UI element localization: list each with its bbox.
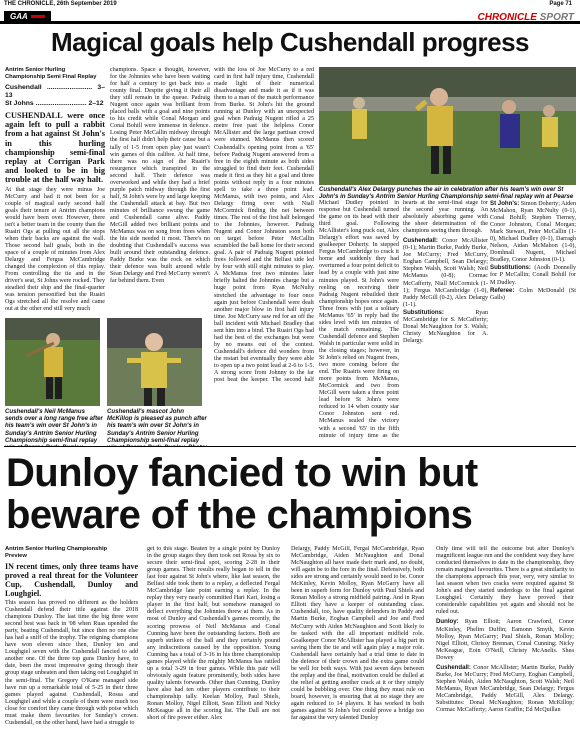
section-bar [0,10,580,24]
article1-col-3 [214,67,314,383]
article2-col-1 [5,546,138,736]
team-cushendall: Cushendall: Conor McAllister (0-1); Martin Burke, Paddy Burke, Joe McCurry; Fred McCurry, Eoghan Campbell, Sean Delargy; Stephen Walsh, Scott Walsh; Neil McManus (0-8); Cormac McCafferty, Niall McCormick (1-1); Fergus McCambridge (1-0), Paddy McGill (0-2), Alex Delargy (1-1). [403,237,488,308]
caption-john-mckillop: Cushendall's mascot John McKillop is pleased as punch after his team's win over St John's in Sunday's Antrim Senior Hurling Championship semi-final replay [107,408,207,444]
score-cushendall: Cushendall ........................ 3–13 [5,84,105,99]
article2-body-3: Delargy, Paddy McGill, Fergal McCambridge, Ryan McCambridge, Aiden McNaughton and Donal McNaughton all have made their mark and, no doubt, will again be to the fore in the final. Defensively, both sides are strong and certainly would need to be. Conor McKinley, Kevin Molloy, Ryan McGarry have all been in superb form for Dunloy with Paul Shiels and Ronan Molloy a strong midfield pairing. And in Ryan Elliott they have a keeper of outstanding class. Cushendall, too, have quality defenders in Paddy and Martin Burke, Eoghan Campbell and Joe and Fred McCurry with Aiden McNaughton and Scott likely to be tasked with the all important midfield role. Goalkeeper Conor McAllister has played a big part in saving them the tie and will again play a major role. Cushendall have certainly had a trial time to date in the defence of their crown and the extra game could be well for both ways. With just seven days between the replay and the final, motivation could be dulled at the relief at getting another crack at it or they simply could be bubbling over. One thing they must rule on board, however, is ensuring that at no stage they are again reduced to 14 players. It has worked in both games against St John's but could prove a bridge too far against the very talented Dunloy [291,546,424,722]
article1-body-1: At that stage they were minus Joe McCurry and had it not been for a couple of magical early second half goals their tenure at Antrim champions would have been over. However, there isn't a better team in the county than the Ruairi Ogs at pulling out all the stops when their backs are against the wall. Those second half goals, both in the space of a couple of minutes from Alex Delargy and Fergus McCambridge changed the complexion of this replay. From controlling the tie and in the driver's seat, St Johns were rocked. They steadied their ship and the final-quarter was tension personified but the Ruairi Ogs stretched all the resolve and came out at the other end still very much [5,186,105,313]
main-photo [319,67,576,185]
article1-body-5: hearts at the semi-final stage for the second year running. An absolutely absorbing game with the sheer determination of the champions seeing them through. [403,200,488,235]
caption-neil-mcmanus: Cushendall's Neil McManus sends over a long range free after his team's win over St John's in Sunday's Antrim Senior Hurling Championship semi-final replay [5,408,103,444]
preview-team-dunloy: Dunloy: Ryan Elliott; Aaron Crawford, Conor McKinley, Phelim Duffin; Eamonn Smyth, Kevin Molloy, Ryan McGarry; Paul Shiels, Ronan Molloy; Nigel Elliott, Chrissy Brennan, Conal Cunning; Nicky McKeague, Eoin O'Neill, Christy McAnelis. Shea Dowey [436,618,574,661]
gaa-logo: GAA [4,11,51,23]
article2-kicker: Antrim Senior Hurling Championship Preview [5,546,108,559]
masthead [0,0,580,10]
article-divider [4,446,576,447]
article1-body-4: Michael Dudley pointed in response but Cushendall turned the game on its head with their third goal. Following McAllister's long puck out, Alex Delargy's effort was saved by goalkeeper Doherty. In stepped Fergus McCambridge to crack it home and suddenly they had overturned a four point deficit to lead by a couple with just nine minutes played. St John's were reeling on receiving their Padraig Nugent rebuilded their championship hopes once again. Three frees with just a solitary McManus '65' in reply had the sides level with ten minutes of the match remaining. The Cushendall defence and Stephen Walsh in particular were solid in the closing stages; however, in St John's relied on Nugent frees, two more coming before the end. The Ruairis were firing on more points from McManus, McCormick and two from McGill were taken a three point lead before St John's were reduced to 14 when county star Conor Johnston sent red. McManus sealed the victory with a second '65' in the fifth minute of injury time as the [319,200,399,439]
article2-intro: IN recent times, only three teams have proved a real threat for the Volunteer Cup, Cushendall, Dunloy and Loughgiel. [5,562,138,598]
article2-body-2: get to this stage. Beaten by a single point by Dunloy in the group stages they then took out Rossa by six to secure their semi-final spot, scoring 2-28 in their group games. Their results really began to tell in the last four against St John's where, like last season, the Belfast side took them to a replay, a deflected Fergal McCambridge late point earning a replay. In the replay they very nearly committed Hari Kari, losing a player in the first half, but somehow managed to deflect everything the Johnnies threw at them. As in most of Dunloy and Cushendall's games recently, the scoring prowess of Neil McManus and Conal Cunning have been the outstanding factors. Both are superb strikers of the ball and they certainly pound any indiscretions caused by the opposition. Young Cunning has a total of 3-16 in his three championship games played while the mighty McManus has rattled up a total 3-29 in four games. While this pair will obviously again feature prominently, both sides have quality talents forwards. Other than Cunning, Dunloy have also had ten other players contribute to their championship tally. Keelan Molloy, Paul Shiels, Ronan Molloy, Nigel Elliott, Sean Elliott and Nicky McKeague all in the scoring list. The Dall are not short of fire power either. Alex [147,546,280,722]
article1-body-3: with the loss of Joe McCurry to a red card in first half injury time, Cushendall made light of their numerical disadvantage and made it as if it was them to a man of the match performance from Burke. St John's hit the ground running at Dunloy with an unexpected goal when Padraig Nugent rifled a 25 metre free past the helpless Conor McAllister and the large partisan crowd were stunned. McManus then scored Cushendall's opening point from a '65' before Padraig Nugent answered from a free in the eighth minute as both sides struggled to find their feet. Cushendall made it first as they hit a goal and three points without reply in a four minutes spell to take a three point lead. McManus, with two points, and Alex Delargy firing over with Niall McCormick finding the net between times. The rest of the first half belonged to the Johnnies, however. Padraig Nugent and Conor Johnston soon both on target before Peter McCallin scrambled the ball home for their second goal. A pair of Padraig Nugent pointed frees followed and the Belfast side led by four with still eight minutes to play. A McManus free two minutes later briefly halted the Johnnies charge but a huge point from Ryan McNulty stretched the advantage to four once again just before Cushendall were dealt another major blow in first half injury time. Joe McCurry saw red for an off the ball incident with Michael Bradley that sent him into a bind. The Ruairi Ogs had had the best of the exchanges but were by no means out of the contest. Cushendall's defence did wonders from the restart but eventually they were able to open up a two point lead at 2-6 to 1-5. A strong score from Johnny to the far post beat the keeper. The second half [214,67,314,383]
article1-headline: Magical goals help Cushendall progress [50,27,529,57]
photo-neil-mcmanus [5,318,100,406]
article1-col-5 [403,200,488,440]
referee: Referee: Colm McDonald (St Galls) [490,286,576,301]
article1-kicker: Antrim Senior Hurling Championship Semi Final Replay [5,67,97,80]
page-number: Page 71 [549,1,572,7]
article1-col-6 [490,200,576,440]
subs-cushendall: Substitutions: Ryan McCambridge for S. McCafferty; Donal McNaughton for S. Walsh; Christy McNaughton for A. Delargy. [403,308,488,344]
preview-team-cushendall: Cushendall: Conor McAllister; Martin Burke, Paddy Burke, Joe McCurry; Fred McCurry, Eoghan Campbell, Stephen Walsh, Aiden McNaughton, Scott Walsh; Neil McManus, Ryan McCambridge, Sean Delargy; Fergus McCambridge, Paddy McGill, Alex Delargy. Substitutes: Donal McNaughton; Ronan McKillop; Cormac McCafferty; Aaron Graffin; Ed McQuillan [436,663,574,714]
subs-st-johns: Substitutions: (Aodh Donnelly for P McCallin; Conall Bohill for M Dudley. [490,264,576,286]
article2-col-2 [147,546,280,736]
article1-body-2: champions. Space a thought, however, for the Johnnies who have been waiting for half a century to get back into a county final. Despite giving it their all they still remain in the queue. Padraig Nugent once again was brilliant from placed balls with a goal and nine points to his credit while Conal Morgan and Conal Bohill were immense in defence. Losing Peter McCallin midway through the first half didn't help their cause but a tally of 1-5 from open play just wasn't win games of this calibre. At half time, there was no sign of the Ruairi's resurgence which transpired in the second half. Their defence was overworked and while they had a brief purple patch midway through the first half, St John's were by and large keeping the Cushendall attack at bay. But two minutes of brilliance swung the game and Cushendall came alive. Paddy McGill added two brilliant points and McManus was on song from frees when the his side needed it most. There's no doubting that Cushendall's success was built around their outstanding defence. Paddy Burke was the rock on which their defence was built around while Sean Delargy and Fred McCurry weren't far behind them. Even [110,67,210,285]
paper-date: THE CHRONICLE, 26th September 2019 [4,1,117,7]
article2-col-3 [291,546,424,736]
article2-body-1: This season has proved no different as the holders Cushendall defend their title against the 2018 champions Dunloy. The last time the big three were second best was back in '08 when Ruas upended the party, beating Cushendall, but since then no one else has had a sniff of the trophy. The reigning champions have won eleven since then, Dunloy ten and Loughgiel seven with the Cushendall fancied to add another one. Of the three top guns Dunloy have, to date, been the most impressive going through their group stage unbeaten and then taking out Loughgiel in the semi-final. The Gregory O'Kane managed side have run up a remarkable total of 5-25 in their three games played against Cushendall, Rossa and Loughgiel and while a couple of them were much too close for comfort they came through with poise which must make them favourites for Sunday's crown. Cushendall, on the other hand, have had a struggle to [5,600,138,726]
article2-body-4: Only time will tell the outcome but after Dunloy's magnificent league run and the confident way they have conducted themselves to date in the championship, they remain marginal favourites. There is a great similarity to the champions approach this year, very, very similar to last season when two cracks were required against St John's and they started underdogs to the final against Loughgiel. Certainly they have proved their considerable capabilities yet again and should not be ruled out. [436,546,574,616]
main-photo-caption: Cushendall's Alex Delargy punches the air in celebration after his team's win over St John's in Sunday's Antrim Senior Hurling Championship semi-final replay win at Pearse [319,186,574,199]
article1-col-4 [319,200,399,440]
article2-headline: Dunloy fancied to win but beware of the champions [6,451,478,537]
team-st-johns: St John's: Simon Doherty; Aiden McMahon, Ryan McNulty (0-1), Conal Bohill; Stephen Tierney, Conor Johnston, Conal Morgan; Mark Stewart, Peter McCallin (1-0), Michael Dudley (0-1), Darragh Nelson, Aidan McMahon (1-0), Domhnall Nugent, Michael Bradley, Conor Johnston (0-1). [490,200,576,264]
article2-col-4 [436,546,574,736]
photo-john-mckillop [107,318,202,406]
chronicle-sport-logo: CHRONICLE SPORT [477,12,574,23]
article1-intro: CUSHENDALL were once again left to pull a rabbit from a hat against St John's in this hurling championship semi-final replay at Corrigan Park and looked to be in big trouble at the half way halt. [5,111,105,185]
score-st-johns: St Johns ........................... 2–12 [5,100,104,107]
